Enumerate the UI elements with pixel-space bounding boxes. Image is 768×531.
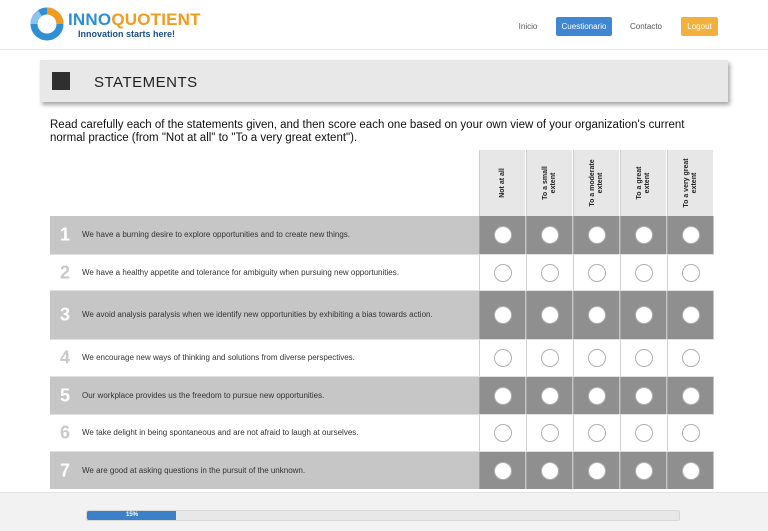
statement-row (50, 291, 714, 339)
progress-footer (0, 492, 768, 531)
statement-number: 4 (60, 347, 71, 368)
radio-not-at-all[interactable] (494, 462, 512, 480)
statement-number: 5 (60, 385, 71, 405)
brand-logo[interactable] (30, 7, 201, 43)
statement-text: We have a burning desire to explore opportunities and to create new things. (82, 230, 351, 239)
radio-great-extent[interactable] (635, 462, 653, 480)
radio-moderate-extent[interactable] (588, 462, 606, 480)
radio-small-extent[interactable] (541, 226, 559, 244)
radio-great-extent[interactable] (635, 264, 653, 282)
statement-row (50, 377, 714, 414)
ring-logo-icon (30, 7, 64, 41)
logout-button[interactable]: Logout (681, 17, 718, 36)
progress-bar (86, 510, 680, 521)
radio-great-extent[interactable] (635, 424, 653, 442)
brand-name-part2: QUOTIENT (111, 10, 201, 29)
radio-moderate-extent[interactable] (588, 226, 606, 244)
nav-cuestionario-button[interactable]: Cuestionario (556, 17, 612, 36)
radio-moderate-extent[interactable] (588, 264, 606, 282)
nav-inicio-link[interactable]: Inicio (518, 22, 538, 31)
statement-text: We take delight in being spontaneous and are not afraid to laugh at ourselves. (82, 428, 359, 437)
radio-not-at-all[interactable] (494, 306, 512, 324)
scale-header-very-great (667, 150, 713, 216)
section-title: STATEMENTS (94, 74, 198, 91)
statement-text: We encourage new ways of thinking and solutions from diverse perspectives. (82, 353, 355, 362)
radio-very-great-extent[interactable] (682, 226, 700, 244)
radio-very-great-extent[interactable] (682, 462, 700, 480)
statement-text: We avoid analysis paralysis when we identify new opportunities by exhibiting a bias towards action. (82, 310, 433, 319)
radio-moderate-extent[interactable] (588, 306, 606, 324)
scale-header-not-at-all (479, 150, 525, 216)
top-header (0, 0, 768, 50)
statement-row (50, 452, 714, 489)
radio-not-at-all[interactable] (494, 387, 512, 405)
radio-moderate-extent[interactable] (588, 349, 606, 367)
radio-small-extent[interactable] (541, 264, 559, 282)
radio-small-extent[interactable] (541, 349, 559, 367)
radio-moderate-extent[interactable] (588, 387, 606, 405)
radio-very-great-extent[interactable] (682, 349, 700, 367)
section-square-icon (52, 72, 70, 90)
radio-very-great-extent[interactable] (682, 424, 700, 442)
statement-row (50, 414, 714, 452)
radio-great-extent[interactable] (635, 306, 653, 324)
brand-name-part1: INNO (68, 10, 112, 29)
brand-name (68, 10, 201, 30)
statement-text: We are good at asking questions in the pursuit of the unknown. (82, 465, 306, 475)
radio-small-extent[interactable] (541, 424, 559, 442)
radio-not-at-all[interactable] (494, 264, 512, 282)
radio-not-at-all[interactable] (494, 424, 512, 442)
statement-number: 6 (60, 422, 71, 443)
statement-number: 2 (60, 262, 71, 282)
radio-small-extent[interactable] (541, 462, 559, 480)
radio-very-great-extent[interactable] (682, 387, 700, 405)
nav-contacto-link[interactable]: Contacto (629, 22, 663, 31)
statement-text: We have a healthy appetite and tolerance for ambiguity when pursuing new opportunities. (82, 267, 399, 277)
scale-header-moderate (573, 150, 619, 216)
radio-very-great-extent[interactable] (682, 306, 700, 324)
statement-row (50, 339, 714, 377)
scale-header-great (620, 150, 666, 216)
radio-small-extent[interactable] (541, 387, 559, 405)
radio-great-extent[interactable] (635, 226, 653, 244)
statement-row (50, 254, 714, 291)
scale-label: To a moderate extent (588, 159, 604, 207)
radio-not-at-all[interactable] (494, 349, 512, 367)
statement-number: 7 (60, 460, 71, 480)
scale-label: To a great extent (635, 166, 651, 200)
radio-great-extent[interactable] (635, 349, 653, 367)
brand-tagline: Innovation starts here! (78, 29, 176, 39)
instructions-text: Read carefully each of the statements given, and then score each one based on your own view of your organization's current normal practice (from "Not at all" to "To a very great extent"). (50, 119, 685, 144)
scale-label: To a small extent (541, 166, 557, 200)
statement-number: 1 (60, 224, 71, 245)
scale-label: Not at all (498, 168, 506, 198)
section-header (40, 60, 728, 102)
radio-moderate-extent[interactable] (588, 424, 606, 442)
scale-header-small (526, 150, 572, 216)
radio-small-extent[interactable] (541, 306, 559, 324)
radio-great-extent[interactable] (635, 387, 653, 405)
radio-not-at-all[interactable] (494, 226, 512, 244)
statement-text: Our workplace provides us the freedom to pursue new opportunities. (82, 390, 325, 400)
statement-row (50, 216, 714, 254)
radio-very-great-extent[interactable] (682, 264, 700, 282)
progress-label: 15% (125, 512, 138, 518)
scale-label: To a very great extent (682, 158, 698, 208)
statement-number: 3 (60, 304, 71, 325)
